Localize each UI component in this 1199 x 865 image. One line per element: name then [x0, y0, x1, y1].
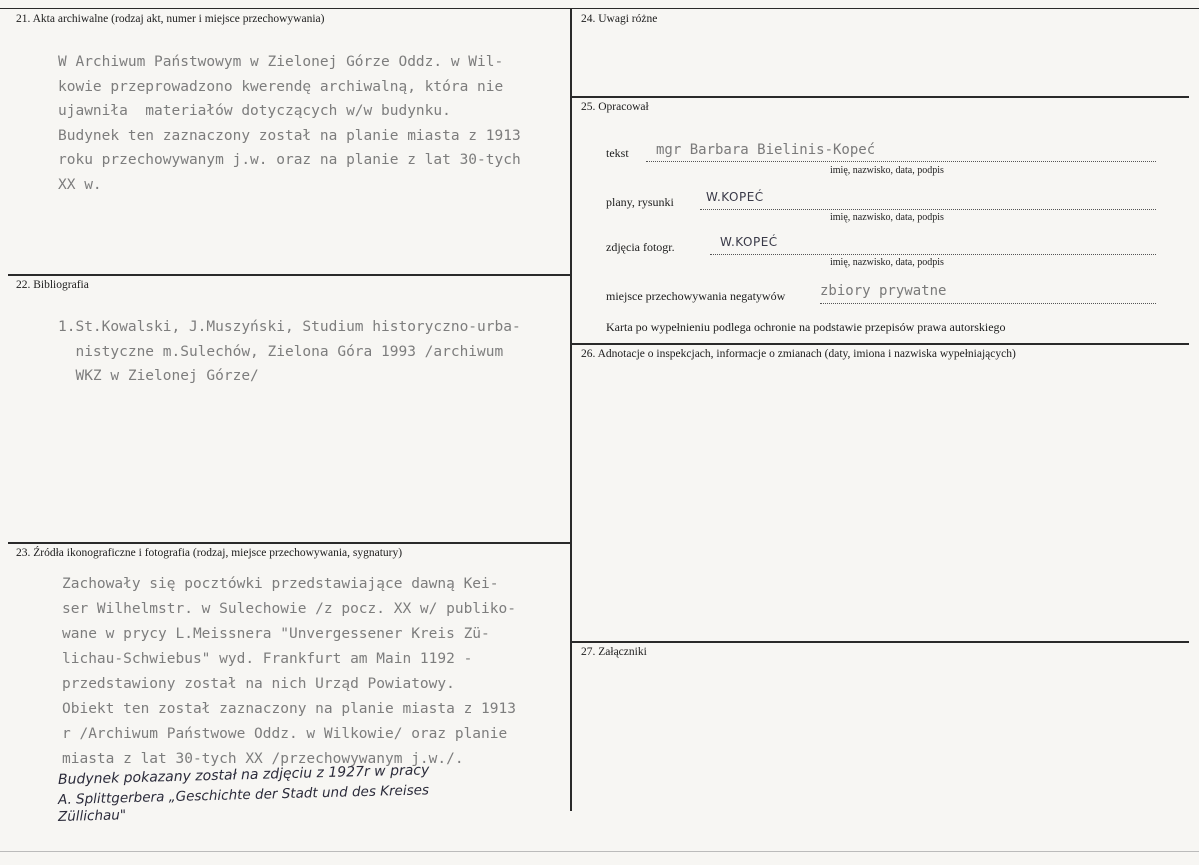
s21-line-1: W Archiwum Państwowym w Zielonej Górze Oddz. w Wil-: [58, 54, 504, 70]
s21-line-4: Budynek ten zaznaczony został na planie miasta z 1913: [58, 128, 521, 144]
s23-line-6: Obiekt ten został zaznaczony na planie miasta z 1913: [62, 701, 516, 717]
negatywy-dotted-line: [820, 303, 1156, 304]
s23-hand-line-1: Budynek pokazany został na zdjęciu z 1927r w pracy: [57, 762, 430, 788]
plany-dotted-line: [700, 209, 1156, 210]
s23-line-1: Zachowały się pocztówki przedstawiające dawną Kei-: [62, 576, 499, 592]
column-divider: [570, 8, 572, 811]
plany-caption: imię, nazwisko, data, podpis: [830, 212, 944, 223]
s22-line-2: nistyczne m.Sulechów, Zielona Góra 1993 /archiwum: [58, 344, 504, 360]
zdjecia-label: zdjęcia fotogr.: [606, 240, 675, 254]
tekst-caption: imię, nazwisko, data, podpis: [830, 165, 944, 176]
divider-24-25: [571, 96, 1189, 98]
section-24-header: 24. Uwagi różne: [581, 13, 658, 25]
top-border: [0, 8, 1199, 9]
negatywy-label: miejsce przechowywania negatywów: [606, 289, 786, 303]
divider-22-23: [8, 542, 571, 544]
negatywy-value: zbiory prywatne: [820, 283, 947, 299]
s23-hand-line-3: Züllichau": [57, 807, 127, 825]
s23-hand-line-2: A. Splittgerbera „Geschichte der Stadt und des Kreises: [57, 782, 430, 808]
section-26-header: 26. Adnotacje o inspekcjach, informacje o zmianach (daty, imiona i nazwiska wypełniających): [581, 348, 1016, 360]
s21-line-6: XX w.: [58, 177, 102, 193]
tekst-label: tekst: [606, 146, 629, 160]
copyright-note: Karta po wypełnieniu podlega ochronie na podstawie przepisów prawa autorskiego: [606, 320, 1006, 334]
zdjecia-value: W.KOPEĆ: [720, 235, 778, 249]
s23-line-2: ser Wilhelmstr. w Sulechowie /z pocz. XX w/ publiko-: [62, 601, 516, 617]
s23-line-8: miasta z lat 30-tych XX /przechowywanym j.w./.: [62, 751, 464, 767]
s21-line-5: roku przechowywanym j.w. oraz na planie z lat 30-tych: [58, 152, 521, 168]
s23-line-4: lichau-Schwiebus" wyd. Frankfurt am Main 1192 -: [62, 651, 473, 667]
s23-line-5: przedstawiony został na nich Urząd Powiatowy.: [62, 676, 455, 692]
tekst-value: mgr Barbara Bielinis-Kopeć: [656, 142, 876, 158]
s23-line-7: r /Archiwum Państwowe Oddz. w Wilkowie/ oraz planie: [62, 726, 508, 742]
section-25-header: 25. Opracował: [581, 101, 649, 113]
bottom-border: [0, 851, 1199, 852]
plany-label: plany, rysunki: [606, 195, 674, 209]
section-23-header: 23. Źródła ikonograficzne i fotografia (rodzaj, miejsce przechowywania, sygnatury): [16, 547, 403, 559]
s21-line-2: kowie przeprowadzono kwerendę archiwalną, która nie: [58, 79, 504, 95]
section-22-header: 22. Bibliografia: [16, 279, 89, 291]
s23-line-3: wane w prycy L.Meissnera "Unvergessener Kreis Zü-: [62, 626, 490, 642]
divider-21-22: [8, 274, 571, 276]
s21-line-3: ujawniła materiałów dotyczących w/w budynku.: [58, 103, 451, 119]
section-21-header: 21. Akta archiwalne (rodzaj akt, numer i miejsce przechowywania): [16, 13, 325, 25]
divider-26-27: [571, 641, 1189, 643]
zdjecia-caption: imię, nazwisko, data, podpis: [830, 257, 944, 268]
section-27-header: 27. Załączniki: [581, 646, 647, 658]
tekst-dotted-line: [646, 161, 1156, 162]
s22-line-3: WKZ w Zielonej Górze/: [58, 368, 259, 384]
s22-line-1: 1.St.Kowalski, J.Muszyński, Studium historyczno-urba-: [58, 319, 521, 335]
plany-value: W.KOPEĆ: [706, 190, 764, 204]
zdjecia-dotted-line: [710, 254, 1156, 255]
divider-25-26: [571, 343, 1189, 345]
